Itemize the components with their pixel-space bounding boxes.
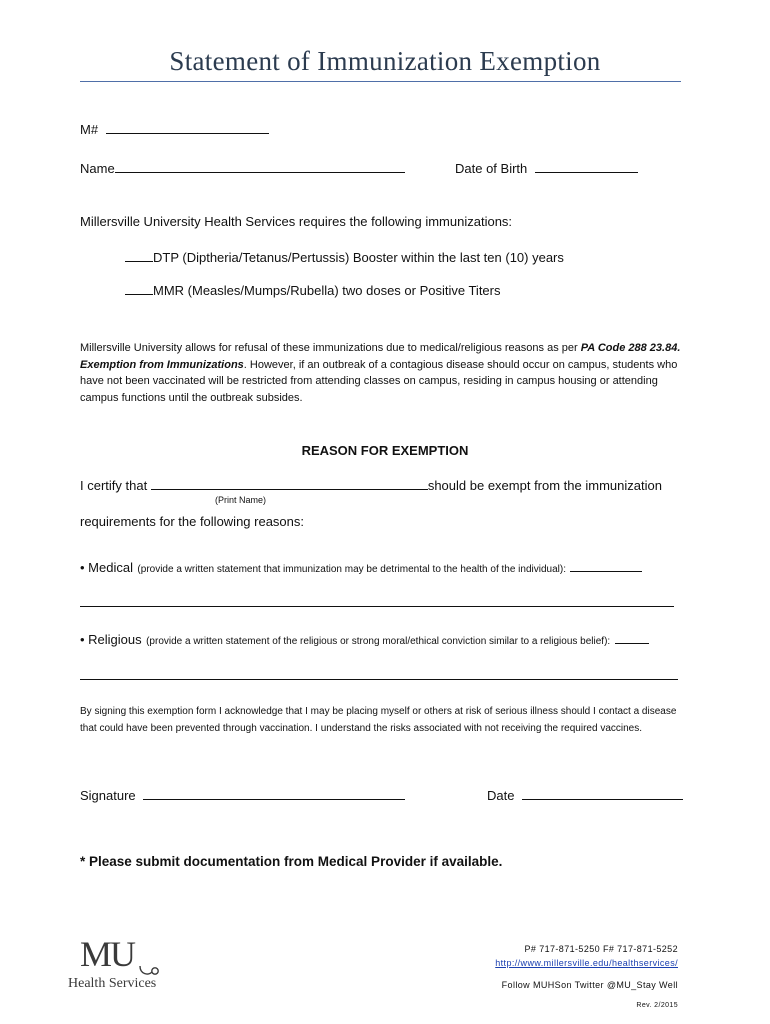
submit-note: * Please submit documentation from Medical Provider if available. — [80, 854, 503, 869]
title-divider — [80, 81, 681, 82]
dtp-checkline[interactable] — [125, 249, 153, 262]
health-services-logo-text: Health Services — [68, 976, 157, 991]
requirement-item-mmr: MMR (Measles/Mumps/Rubella) two doses or Positive Titers — [125, 282, 501, 298]
requirement-item-dtp: DTP (Diptheria/Tetanus/Pertussis) Booster within the last ten (10) years — [125, 249, 564, 265]
m-number-field[interactable] — [106, 121, 269, 134]
name-label: Name — [80, 161, 115, 176]
medical-row — [80, 559, 642, 577]
medical-label: • Medical — [80, 560, 133, 575]
certify-prefix: I certify that — [80, 478, 148, 493]
print-name-field[interactable] — [151, 477, 428, 490]
religious-statement-line[interactable] — [80, 679, 678, 680]
religious-label: • Religious — [80, 632, 142, 647]
revision-date: Rev. 2/2015 — [636, 1002, 678, 1009]
certify-row — [80, 477, 662, 493]
contact-url-link[interactable]: http://www.millersville.edu/healthservices/ — [495, 958, 678, 968]
religious-description: (provide a written statement of the religious or strong moral/ethical conviction similar to a religious belief): — [146, 636, 611, 647]
religious-row — [80, 631, 649, 649]
policy-code: PA Code 288 23.84. Exemption from Immunizations — [80, 342, 681, 371]
dob-row — [455, 160, 638, 176]
mmr-checkline[interactable] — [125, 282, 153, 295]
signature-date-label: Date — [487, 788, 515, 803]
signature-field[interactable] — [143, 787, 405, 800]
requirements-reasons-text: requirements for the following reasons: — [80, 514, 305, 529]
signature-label: Signature — [80, 788, 136, 803]
page-title: Statement of Immunization Exemption — [169, 46, 601, 76]
signature-row — [80, 787, 405, 803]
contact-twitter: Follow MUHSon Twitter @MU_Stay Well — [501, 980, 678, 990]
policy-paragraph: Millersville University allows for refusal of these immunizations due to medical/religious reasons as per PA Code 288 23.84. Exemption from Immunizations. However, if an outbreak of a contagious disease should occur on campus, students who have not been vaccinated will be restricted from attending classes on campus, residing in campus housing or attending campus functions until the outbreak subsides. — [80, 342, 681, 404]
m-number-row — [80, 121, 269, 137]
medical-description: (provide a written statement that immunization may be detrimental to the health of the individual): — [137, 564, 566, 575]
religious-inline-field[interactable] — [615, 633, 649, 644]
signature-date-row — [487, 787, 683, 803]
certify-suffix: should be exempt from the immunization — [427, 478, 662, 493]
requirements-intro: Millersville University Health Services requires the following immunizations: — [80, 214, 513, 229]
signature-date-field[interactable] — [522, 787, 683, 800]
name-row — [80, 160, 405, 176]
contact-phones: P# 717-871-5250 F# 717-871-5252 — [524, 944, 678, 954]
acknowledgement-paragraph: By signing this exemption form I acknowledge that I may be placing myself or others at risk of serious illness should I contact a disease that could have been prevented through vaccination. I understand the risks associated with not receiving the required vaccines. — [80, 706, 677, 734]
medical-statement-line[interactable] — [80, 606, 674, 607]
m-number-label: M# — [80, 122, 99, 137]
print-name-caption: (Print Name) — [215, 495, 267, 505]
medical-inline-field[interactable] — [570, 561, 642, 572]
dob-field[interactable] — [535, 160, 638, 173]
reason-heading: REASON FOR EXEMPTION — [301, 443, 469, 458]
mu-logo-mark: MU — [80, 934, 135, 974]
dob-label: Date of Birth — [455, 161, 528, 176]
name-field[interactable] — [115, 160, 405, 173]
